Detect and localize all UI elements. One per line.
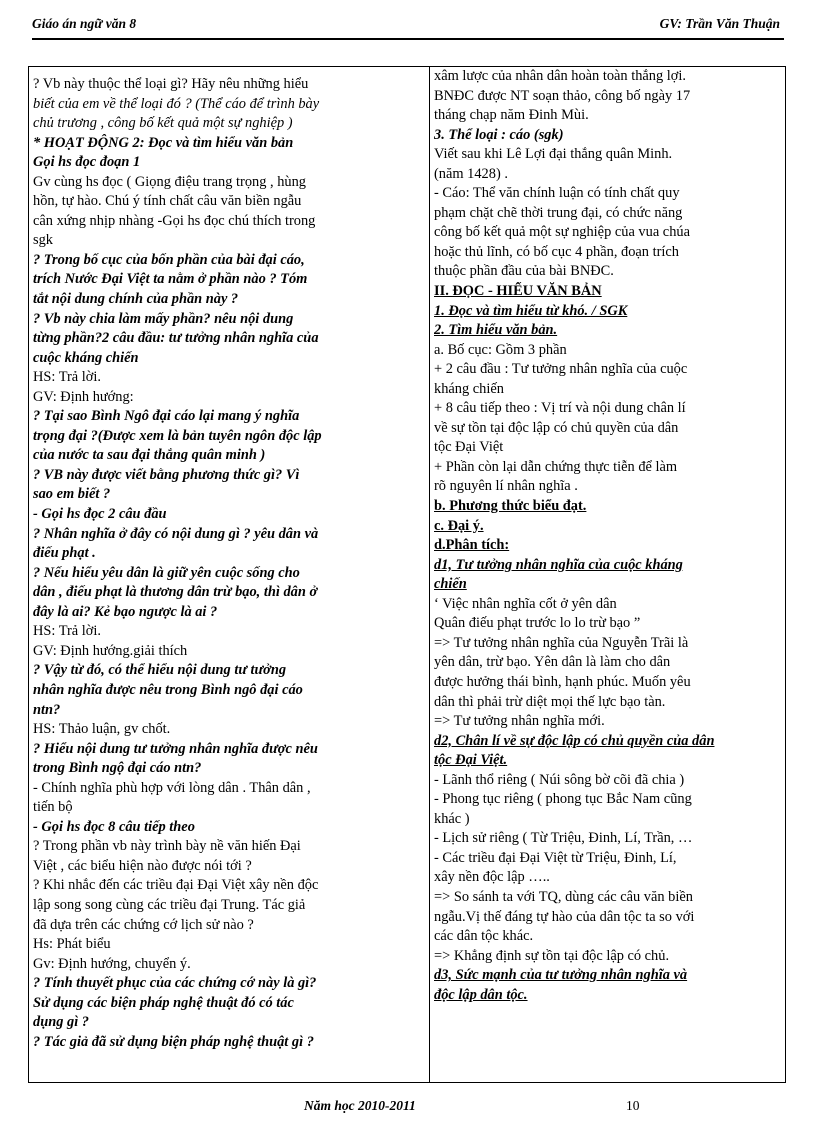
text-line: được hưởng thái bình, hạnh phúc. Muốn yêu [434, 673, 691, 690]
question-line: trích Nước Đại Việt ta nằm ở phần nào ? Tóm [33, 271, 308, 288]
text-line: ? Vb này thuộc thể loại gì? Hãy nêu những hiểu [33, 76, 309, 92]
text-line: xây nền độc lập ….. [434, 869, 550, 886]
text-line: ? Trong phần vb này trình bày nề văn hiến Đại [33, 838, 301, 855]
text-line: BNĐC được NT soạn thảo, công bố ngày 17 [434, 87, 691, 104]
text-line: - Phong tục riêng ( phong tục Bắc Nam cũng [434, 791, 692, 808]
page-header [32, 14, 784, 40]
question-line: ? Nhân nghĩa ở đây có nội dung gì ? yêu dân và [33, 525, 319, 542]
text-line: - Lịch sử riêng ( Từ Triệu, Đinh, Lí, Trần, … [434, 830, 693, 847]
text-line: yên dân, trừ bạo. Yên dân là làm cho dân [434, 654, 671, 671]
question-line: ? Tại sao Bình Ngô đại cáo lại mang ý nghĩa [33, 408, 300, 425]
text-line: cân xứng nhịp nhàng -Gọi hs đọc chú thích trong [33, 212, 316, 229]
text-line: khác ) [434, 810, 470, 827]
text-line: => Tư tưởng nhân nghĩa của Nguyễn Trãi là [434, 634, 689, 651]
section-heading: độc lập dân tộc. [434, 986, 528, 1003]
text-line: các dân tộc khác. [434, 928, 534, 945]
header-teacher: GV: Trần Văn Thuận [659, 16, 780, 31]
question-line: ? Tác giả đã sử dụng biện pháp nghệ thuật gì ? [33, 1033, 314, 1050]
question-line: ? Trong bố cục của bốn phần của bài đại cáo, [33, 251, 305, 268]
question-line: - Gọi hs đọc 2 câu đầu [33, 506, 167, 523]
section-heading: d1, Tư tưởng nhân nghĩa của cuộc kháng [434, 556, 683, 573]
lesson-table [28, 66, 786, 1083]
text-line: Hs: Phát biểu [33, 936, 111, 953]
text-line: Gọi hs đọc đoạn 1 [33, 154, 141, 171]
question-line: ? Nếu hiểu yêu dân là giữ yên cuộc sống cho [33, 564, 300, 581]
question-line: cuộc kháng chiến [33, 349, 139, 366]
text-line: ngẫu.Vị thế đáng tự hào của dân tộc ta so với [434, 908, 695, 925]
question-line: dụng gì ? [33, 1014, 89, 1031]
activity-heading: * HOẠT ĐỘNG 2: Đọc và tìm hiểu văn bản [33, 134, 294, 151]
text-line: hồn, tự hào. Chú ý tính chất câu văn biền ngẫu [33, 193, 302, 210]
section-heading: b. Phương thức biểu đạt. [434, 498, 587, 515]
text-line: Quân điếu phạt trước lo lo trừ bạo ” [434, 615, 641, 632]
section-heading: tộc Đại Việt. [434, 752, 508, 769]
text-line: => So sánh ta với TQ, dùng các câu văn biền [434, 888, 693, 905]
section-heading: d.Phân tích: [434, 537, 510, 554]
text-line: HS: Trả lời. [33, 623, 101, 640]
text-line: GV: Định hướng: [33, 388, 134, 405]
section-heading: 1. Đọc và tìm hiểu từ khó. / SGK [434, 302, 628, 319]
question-line: nhân nghĩa được nêu trong Bình ngô đại cáo [33, 681, 303, 698]
header-lesson-title: Giáo án ngữ văn 8 [32, 16, 137, 31]
page-number: 10 [626, 1098, 640, 1113]
text-line: tộc Đại Việt [434, 439, 504, 456]
section-heading: chiến [434, 576, 467, 593]
text-line: HS: Trả lời. [33, 369, 101, 386]
text-line: => Tư tưởng nhân nghĩa mới. [434, 713, 605, 730]
text-line: ? Khi nhắc đến các triều đại Đại Việt xây nền độc [33, 877, 319, 894]
text-line: sgk [33, 232, 53, 249]
section-heading: II. ĐỌC - HIỂU VĂN BẢN [434, 283, 602, 300]
question-line: sao em biết ? [33, 486, 111, 503]
text-line: về sự tồn tại độc lập có chủ quyền của dân [434, 419, 679, 436]
text-line: tiến bộ [33, 799, 73, 816]
text-line: + 2 câu đầu : Tư tưởng nhân nghĩa của cuộc [434, 361, 688, 378]
text-line: - Cáo: Thể văn chính luận có tính chất quy [434, 185, 680, 202]
section-heading: c. Đại ý. [434, 517, 484, 534]
section-heading: d2, Chân lí về sự độc lập có chủ quyền của dân [434, 732, 715, 749]
text-line: chủ trương , công bố kết quả một sự nghiệp ) [33, 115, 293, 132]
question-line: ? Vậy từ đó, có thể hiểu nội dung tư tưởng [33, 662, 287, 679]
question-line: điếu phạt . [33, 545, 96, 562]
text-line: + Phần còn lại dẫn chứng thực tiễn để làm [434, 458, 678, 475]
section-heading: 3. Thể loại : cáo (sgk) [434, 126, 564, 143]
content-column [430, 67, 785, 1082]
section-heading: d3, Sức mạnh của tư tưởng nhân nghĩa và [434, 967, 688, 984]
text-line: => Khẳng định sự tồn tại độc lập có chủ. [434, 947, 670, 964]
text-line: Gv: Định hướng, chuyển ý. [33, 955, 191, 972]
text-line: công bố kết quả một sự nghiệp của vua chúa [434, 224, 690, 241]
text-line: GV: Định hướng.giải thích [33, 642, 188, 659]
footer-school-year: Năm học 2010-2011 [304, 1098, 416, 1113]
text-line: biết của em về thể loại đó ? (Thể cáo để trình bày [33, 95, 320, 112]
text-line: - Các triều đại Đại Việt từ Triệu, Đinh, Lí, [434, 849, 677, 866]
text-line: xâm lược của nhân dân hoàn toàn thắng lợi. [434, 68, 686, 84]
text-line: Viết sau khi Lê Lợi đại thắng quân Minh. [434, 146, 673, 163]
question-line: đây là ai? Kẻ bạo ngược là ai ? [33, 603, 218, 620]
text-line: dân thì phải trừ diệt mọi thế lực bạo tàn. [434, 693, 666, 710]
question-line: ntn? [33, 701, 61, 718]
text-line: ‘ Việc nhân nghĩa cốt ở yên dân [434, 595, 617, 612]
text-line: hoặc thủ lĩnh, có bố cục 4 phần, đoạn trích [434, 243, 679, 260]
text-line: Gv cùng hs đọc ( Giọng điệu trang trọng , hùng [33, 173, 306, 190]
text-line: - Lãnh thổ riêng ( Núi sông bờ cõi đã chia ) [434, 771, 685, 788]
text-line: a. Bố cục: Gồm 3 phần [434, 341, 567, 358]
text-line: kháng chiến [434, 380, 504, 397]
text-line: tháng chạp năm Đinh Mùi. [434, 107, 589, 124]
section-heading: 2. Tìm hiểu văn bản. [434, 322, 558, 339]
text-line: HS: Thảo luận, gv chốt. [33, 721, 171, 738]
text-line: - Gọi hs đọc 8 câu tiếp theo [33, 818, 195, 835]
text-line: đã dựa trên các chứng cớ lịch sử nào ? [33, 916, 254, 933]
text-line: Việt , các biểu hiện nào được nói tới ? [33, 857, 252, 874]
text-line: + 8 câu tiếp theo : Vị trí và nội dung chân lí [434, 400, 686, 417]
text-line: phạm chặt chẽ thời trung đại, có chức năng [434, 204, 683, 221]
question-line: của nước ta sau đại thắng quân minh ) [33, 447, 266, 464]
text-line: - Chính nghĩa phù hợp với lòng dân . Thân dân , [33, 779, 311, 796]
text-line: rõ nguyên lí nhân nghĩa . [434, 478, 578, 495]
text-line: (năm 1428) . [434, 165, 508, 182]
question-line: ? Vb này chia làm mấy phần? nêu nội dung [33, 310, 294, 327]
text-line: lập song song cùng các triều đại Trung. Tác giả [33, 896, 306, 913]
text-line: thuộc phần đầu của bài BNĐC. [434, 263, 614, 280]
question-line: dân , điếu phạt là thương dân trừ bạo, thì dân ở [33, 584, 318, 601]
question-line: ? Hiểu nội dung tư tưởng nhân nghĩa được nêu [33, 740, 318, 757]
question-line: ? Tính thuyết phục của các chứng cớ này là gì? [33, 975, 317, 992]
activities-column [29, 67, 430, 1082]
question-line: từng phần?2 câu đầu: tư tưởng nhân nghĩa của [33, 330, 319, 347]
question-line: ? VB này được viết bằng phương thức gì? Vì [33, 466, 300, 483]
question-line: trong Bình ngộ đại cáo ntn? [33, 760, 202, 777]
question-line: tắt nội dung chính của phần này ? [33, 291, 239, 308]
question-line: trọng đại ?(Được xem là bản tuyên ngôn độc lập [33, 427, 322, 444]
question-line: Sử dụng các biện pháp nghệ thuật đó có tác [33, 994, 294, 1011]
